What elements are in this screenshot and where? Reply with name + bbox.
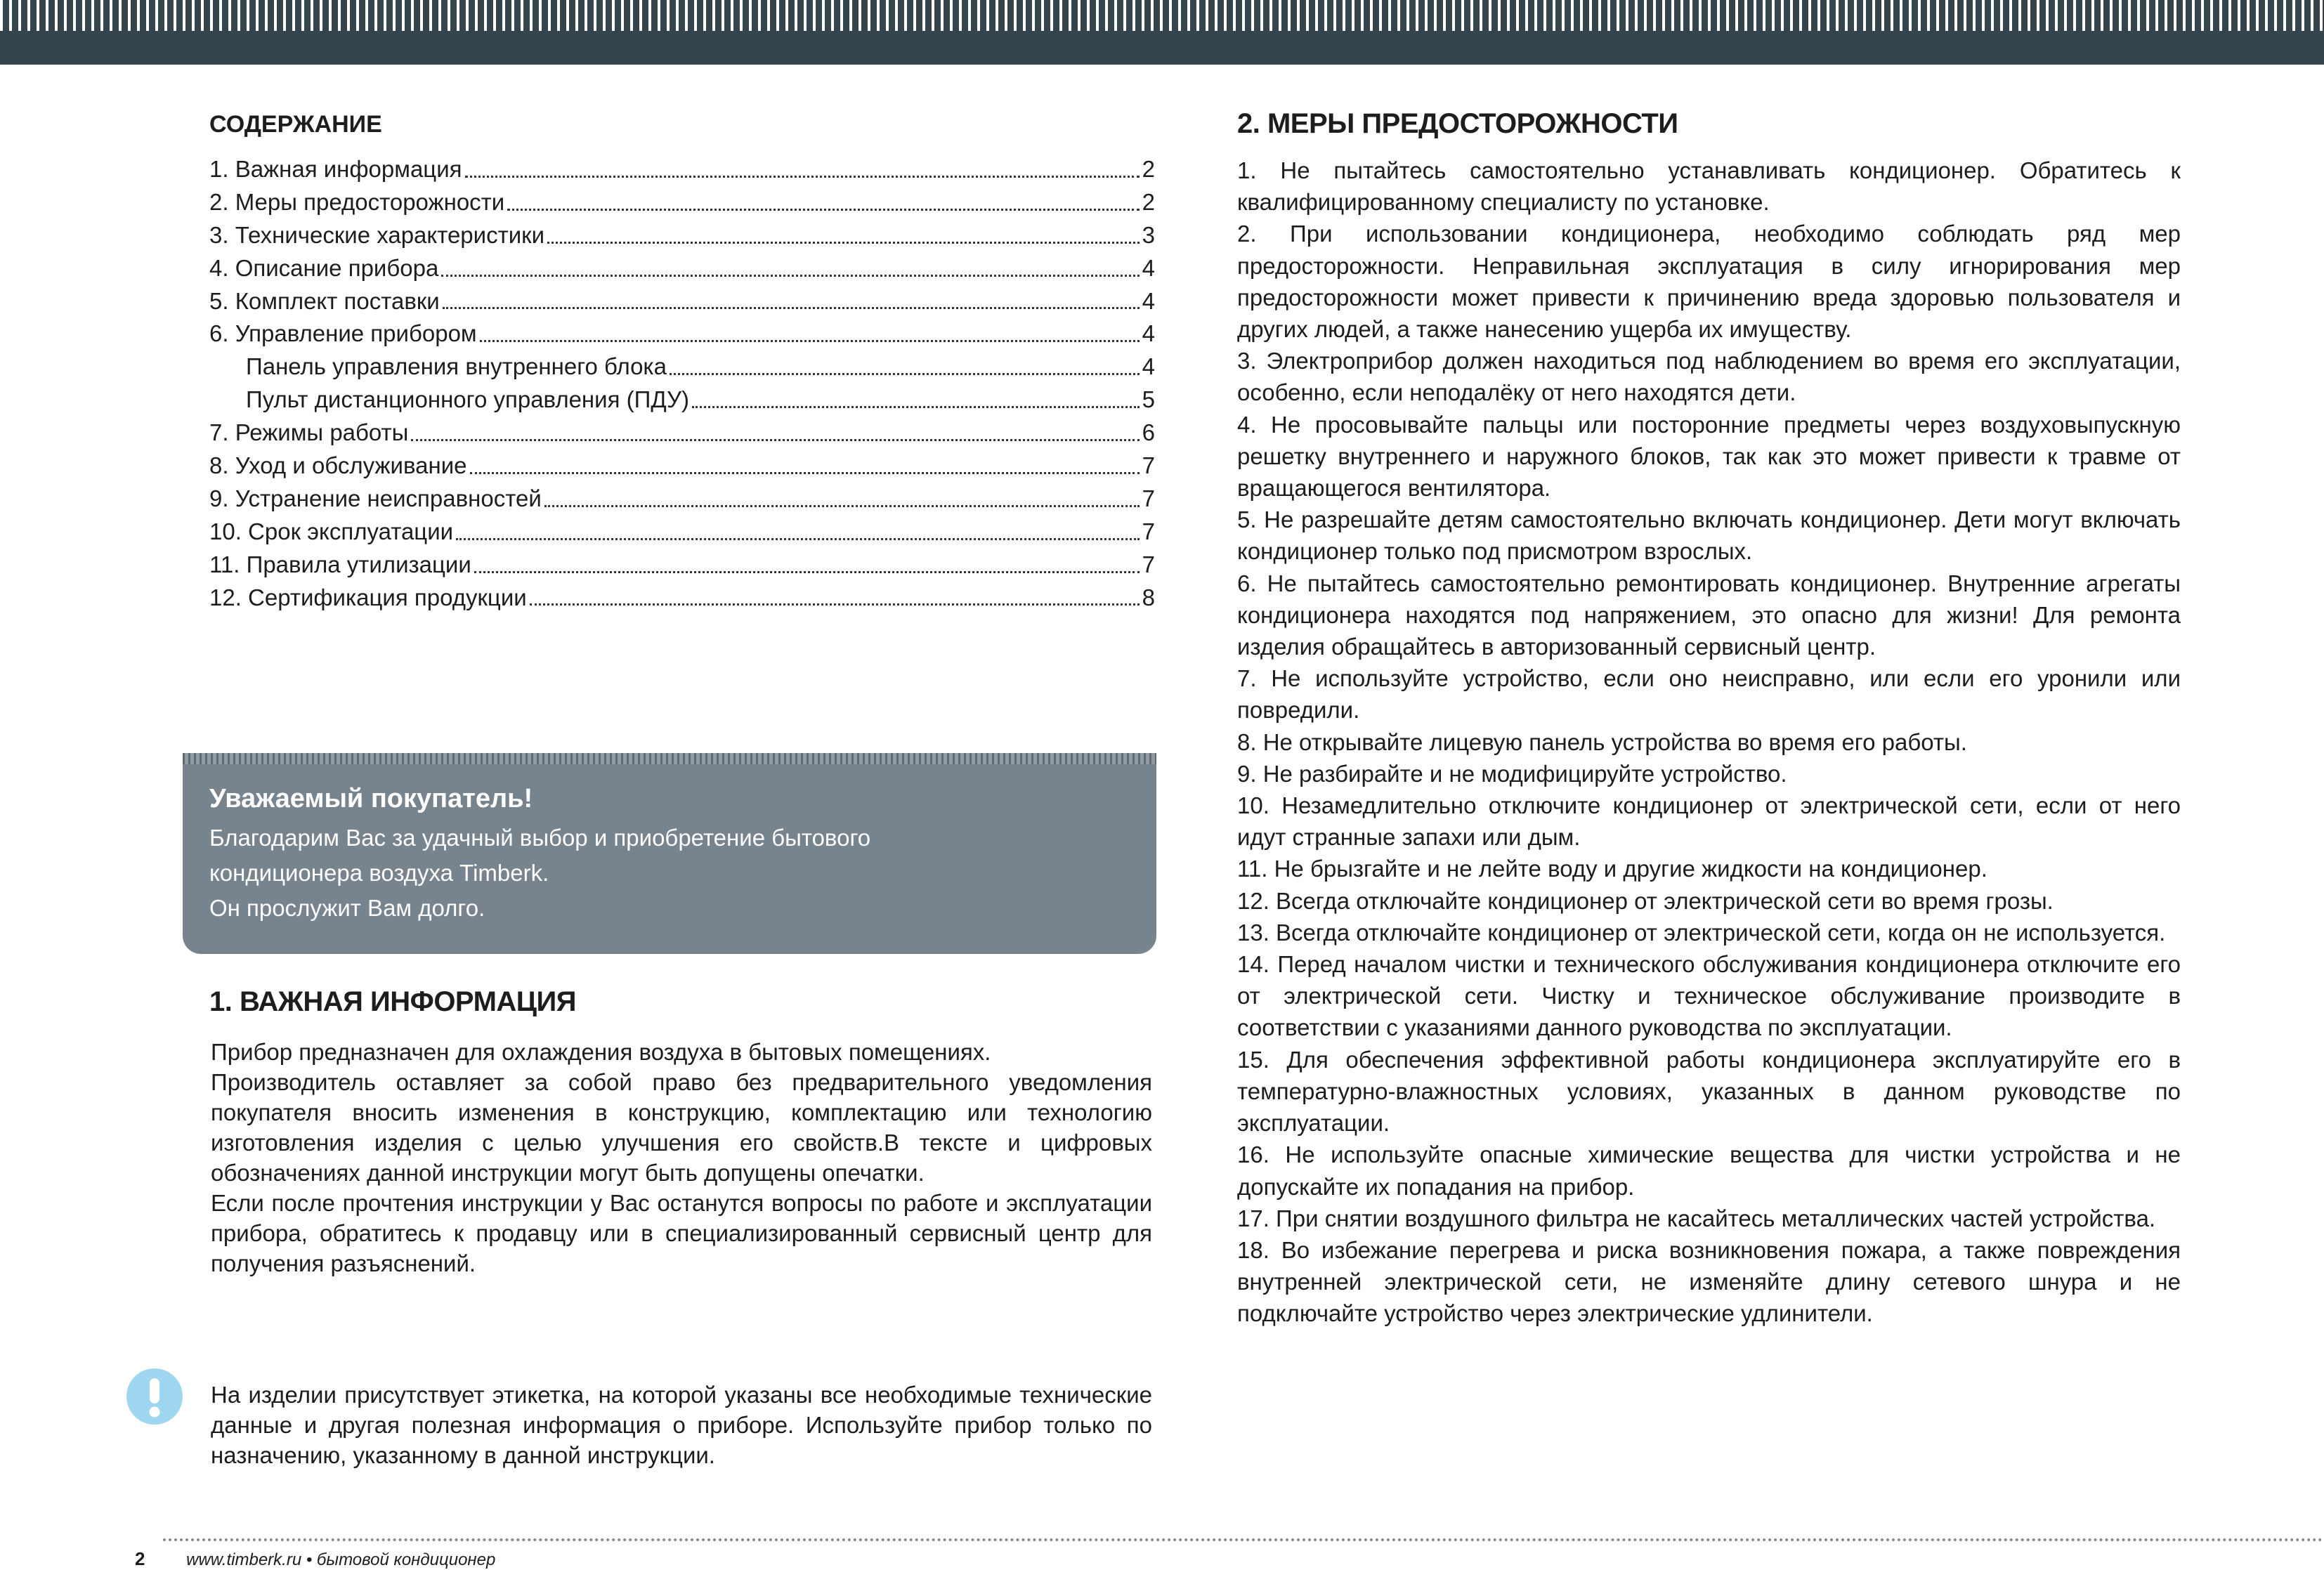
- section2-title: 2. МЕРЫ ПРЕДОСТОРОЖНОСТИ: [1237, 108, 1678, 139]
- toc-item-page: 2: [1142, 156, 1155, 182]
- toc-leader-dots: [441, 275, 1139, 277]
- welcome-line: Благодарим Вас за удачный выбор и приобретение бытового: [209, 825, 871, 851]
- toc-item: [209, 351, 1155, 384]
- section1-body: [211, 1037, 1152, 1278]
- toc-item-label: 2. Меры предосторожности: [209, 188, 505, 215]
- toc-item-label: 11. Правила утилизации: [209, 551, 471, 577]
- precaution-item: 3. Электроприбор должен находиться под наблюдением во время его эксплуатации, особенно, если неподалёку от него находятся дети.: [1237, 348, 2181, 406]
- precaution-item: 8. Не открывайте лицевую панель устройства во время его работы.: [1237, 728, 1967, 755]
- toc-leader-dots: [547, 242, 1140, 244]
- welcome-text: [209, 820, 1137, 926]
- toc-item-page: 7: [1142, 452, 1155, 479]
- toc-item-page: 2: [1142, 188, 1155, 215]
- header-stripes: [0, 0, 2324, 31]
- toc-item-page: 7: [1142, 551, 1155, 577]
- precaution-item: 2. При использовании кондиционера, необходимо соблюдать ряд мер предосторожности. Неправильная эксплуатация в силу игнорирования мер предосторожности может привести к причинению вреда здоровью пользователя и других людей, а также нанесению ущерба их имуществу.: [1237, 221, 2181, 343]
- toc-item-label: Пульт дистанционного управления (ПДУ): [246, 386, 690, 413]
- toc-leader-dots: [544, 505, 1140, 507]
- section1-paragraph: Производитель оставляет за собой право без предварительного уведомления покупателя вносить изменения в конструкцию, комплектацию или технологию изготовления изделия с целью улучшения его свойств.В тексте и цифровых обозначениях данной инструкции могут быть допущены опечатки.: [211, 1069, 1152, 1186]
- exclamation-icon: [126, 1368, 183, 1425]
- toc-leader-dots: [507, 209, 1139, 211]
- toc-item: [209, 450, 1155, 483]
- toc-item-page: 4: [1142, 353, 1155, 380]
- toc-item: [209, 582, 1155, 615]
- precaution-item: 17. При снятии воздушного фильтра не касайтесь металлических частей устройства.: [1237, 1205, 2156, 1231]
- precaution-item: 15. Для обеспечения эффективной работы кондиционера эксплуатируйте его в температурно-влажностных условиях, указанных в данном руководстве по эксплуатации.: [1237, 1046, 2181, 1137]
- toc-title: СОДЕРЖАНИЕ: [209, 111, 382, 138]
- toc-item-label: 12. Сертификация продукции: [209, 584, 527, 610]
- precaution-item: 1. Не пытайтесь самостоятельно устанавливать кондиционер. Обратитесь к квалифицированному специалисту по установке.: [1237, 157, 2181, 216]
- precaution-item: 16. Не используйте опасные химические вещества для чистки устройства и не допускайте их попадания на прибор.: [1237, 1141, 2181, 1200]
- toc-item-page: 8: [1142, 584, 1155, 610]
- welcome-line: кондиционера воздуха Timberk.: [209, 860, 549, 886]
- precaution-item: 6. Не пытайтесь самостоятельно ремонтировать кондиционер. Внутренние агрегаты кондиционера находятся под напряжением, это опасно для жизни! Для ремонта изделия обращайтесь в авторизованный сервисный центр.: [1237, 570, 2181, 660]
- toc-item-page: 6: [1142, 419, 1155, 446]
- toc-leader-dots: [692, 406, 1140, 408]
- precaution-item: 11. Не брызгайте и не лейте воду и другие жидкости на кондиционер.: [1237, 856, 1987, 882]
- footer-divider: [163, 1538, 2324, 1541]
- header-band: [0, 0, 2324, 65]
- table-of-contents: [209, 153, 1155, 614]
- toc-leader-dots: [443, 307, 1140, 309]
- toc-item-page: 5: [1142, 386, 1155, 413]
- toc-item: [209, 219, 1155, 252]
- precaution-item: 7. Не используйте устройство, если оно неисправно, или если его уронили или повредили.: [1237, 665, 2181, 724]
- footer-site: www.timberk.ru • бытовой кондиционер: [186, 1550, 496, 1569]
- toc-item: [209, 186, 1155, 219]
- precaution-item: 13. Всегда отключайте кондиционер от электрической сети, когда он не используется.: [1237, 919, 2166, 946]
- toc-item-label: 7. Режимы работы: [209, 419, 409, 446]
- toc-item-page: 7: [1142, 518, 1155, 544]
- toc-item-label: 5. Комплект поставки: [209, 287, 440, 314]
- toc-item: [209, 285, 1155, 318]
- section1-paragraph: Прибор предназначен для охлаждения воздуха в бытовых помещениях.: [211, 1039, 991, 1065]
- precaution-item: 9. Не разбирайте и не модифицируйте устройство.: [1237, 760, 1787, 787]
- precaution-item: 12. Всегда отключайте кондиционер от электрической сети во время грозы.: [1237, 887, 2054, 914]
- toc-item-page: 3: [1142, 221, 1155, 248]
- toc-item: [209, 516, 1155, 549]
- section1-paragraph: Если после прочтения инструкции у Вас останутся вопросы по работе и эксплуатации прибора, обратитесь к продавцу или в специализированный сервисный центр для получения разъяснений.: [211, 1190, 1152, 1276]
- toc-leader-dots: [411, 439, 1139, 441]
- toc-leader-dots: [480, 340, 1140, 342]
- precaution-item: 5. Не разрешайте детям самостоятельно включать кондиционер. Дети могут включать кондиционер только под присмотром взрослых.: [1237, 506, 2181, 565]
- toc-item: [209, 549, 1155, 582]
- toc-item-label: 1. Важная информация: [209, 156, 462, 182]
- toc-item-page: 7: [1142, 485, 1155, 511]
- section1-title: 1. ВАЖНАЯ ИНФОРМАЦИЯ: [209, 986, 577, 1017]
- toc-item: [209, 318, 1155, 351]
- toc-item: [209, 384, 1155, 417]
- toc-item-label: 4. Описание прибора: [209, 254, 439, 281]
- toc-item: [209, 252, 1155, 285]
- toc-item-page: 4: [1142, 320, 1155, 347]
- toc-item-label: 6. Управление прибором: [209, 320, 477, 347]
- toc-item-label: Панель управления внутреннего блока: [246, 353, 667, 380]
- footer: [135, 1548, 495, 1570]
- precaution-item: 10. Незамедлительно отключите кондиционер от электрической сети, если от него идут странные запахи или дым.: [1237, 792, 2181, 851]
- toc-leader-dots: [470, 472, 1140, 474]
- precaution-item: 18. Во избежание перегрева и риска возникновения пожара, а также повреждения внутренней электрической сети, не изменяйте длину сетевого шнура и не подключайте устройство через электрические удлинители.: [1237, 1236, 2181, 1327]
- toc-item-label: 9. Устранение неисправностей: [209, 485, 542, 511]
- welcome-stripe: [183, 753, 1156, 764]
- toc-leader-dots: [474, 571, 1140, 573]
- toc-item-label: 10. Срок эксплуатации: [209, 518, 454, 544]
- toc-leader-dots: [465, 176, 1140, 178]
- notice-paragraph: На изделии присутствует этикетка, на которой указаны все необходимые технические данные и другая полезная информация о приборе. Используйте прибор только по назначению, указанному в данной инструкции.: [211, 1382, 1152, 1468]
- page-number: 2: [135, 1548, 145, 1569]
- toc-item-label: 3. Технические характеристики: [209, 221, 545, 248]
- welcome-title: Уважаемый покупатель!: [209, 784, 533, 813]
- toc-item-label: 8. Уход и обслуживание: [209, 452, 467, 479]
- welcome-line: Он прослужит Вам долго.: [209, 895, 485, 921]
- welcome-box: [183, 753, 1156, 954]
- toc-leader-dots: [456, 538, 1140, 540]
- notice-text: [211, 1380, 1152, 1470]
- precautions-list: [1237, 155, 2181, 1330]
- precaution-item: 4. Не просовывайте пальцы или посторонние предметы через воздуховыпускную решетку внутреннего и наружного блоков, так как это может привести к травме от вращающегося вентилятора.: [1237, 411, 2181, 502]
- precaution-item: 14. Перед началом чистки и технического обслуживания кондиционера отключите его от электрической сети. Чистку и техническое обслуживание производите в соответствии с указаниями данного руководства по эксплуатации.: [1237, 951, 2181, 1041]
- toc-item-page: 4: [1142, 254, 1155, 281]
- toc-leader-dots: [530, 603, 1140, 606]
- toc-item: [209, 483, 1155, 516]
- toc-leader-dots: [670, 373, 1140, 375]
- toc-item: [209, 153, 1155, 186]
- toc-item-page: 4: [1142, 287, 1155, 314]
- toc-item: [209, 417, 1155, 450]
